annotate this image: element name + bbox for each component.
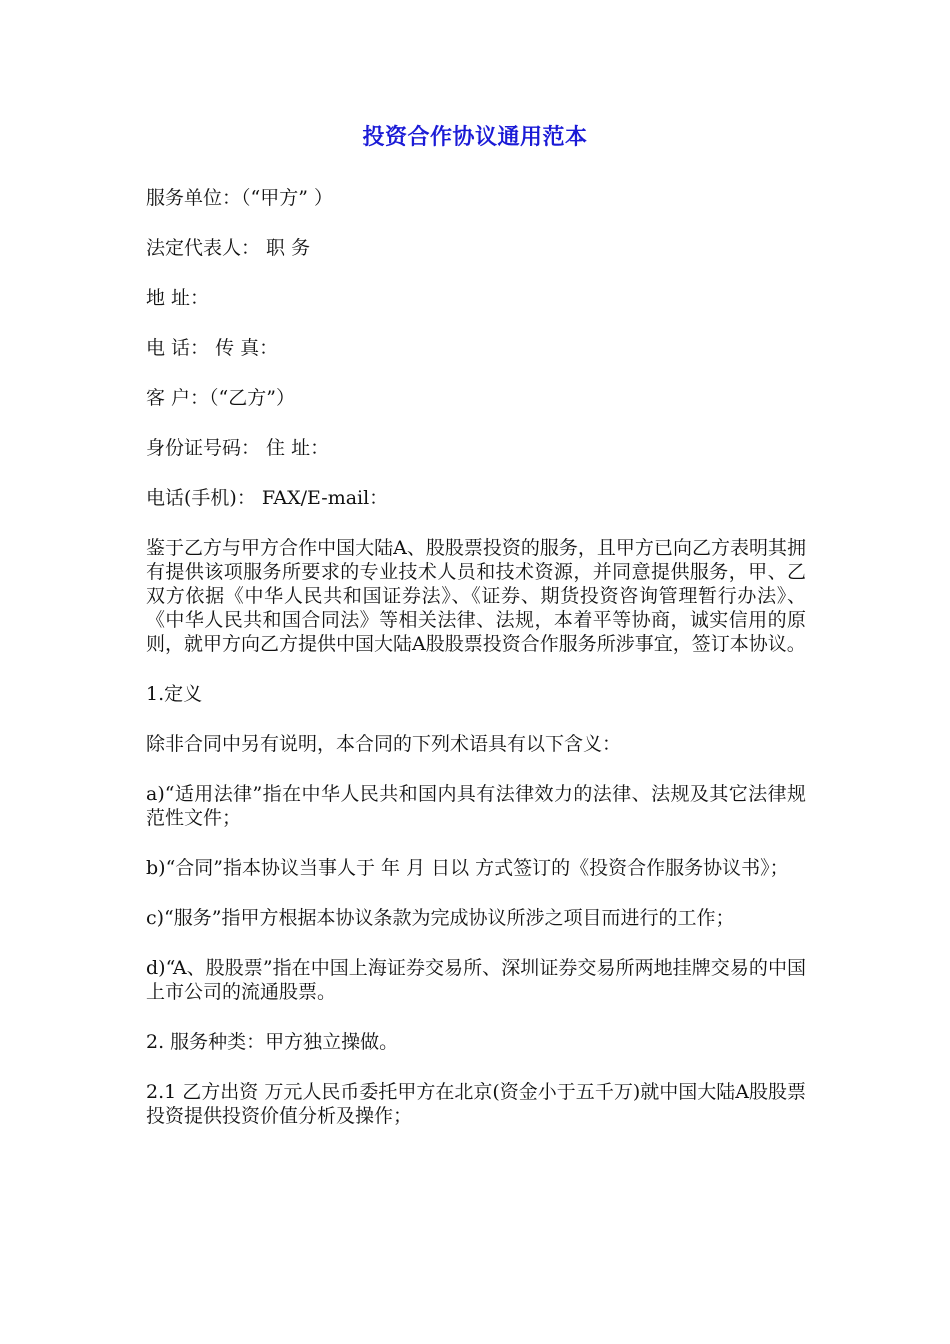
- definition-d: d)“A、股股票”指在中国上海证券交易所、深圳证券交易所两地挂牌交易的中国上市公司的流通股票。: [146, 957, 806, 1003]
- preamble-paragraph: 鉴于乙方与甲方合作中国大陆A、股股票投资的服务，且甲方已向乙方表明其拥有提供该项服务所要求的专业技术人员和技术资源，并同意提供服务，甲、乙双方依据《中华人民共和国证券法》、《证券、期货投资咨询管理暂行办法》、《中华人民共和国合同法》等相关法律、法规，本着平等协商，诚实信用的原则，就甲方向乙方提供中国大陆A股股票投资合作服务所涉事宜，签订本协议。: [146, 537, 806, 655]
- party-a-address: 地 址：: [146, 287, 210, 309]
- document-title: 投资合作协议通用范本: [362, 125, 588, 150]
- party-b-phone-fax-email: 电话(手机)： FAX/E-mail：: [146, 487, 389, 509]
- section-1-heading: 1.定义: [146, 683, 203, 705]
- party-b-client: 客 户：（“乙方”）: [146, 387, 295, 409]
- legal-representative: 法定代表人： 职 务: [146, 237, 311, 259]
- section-2-heading: 2. 服务种类：甲方独立操做。: [146, 1031, 399, 1053]
- definition-c: c)“服务”指甲方根据本协议条款为完成协议所涉之项目而进行的工作；: [146, 907, 735, 929]
- party-b-id-address: 身份证号码： 住 址：: [146, 437, 330, 459]
- definitions-intro: 除非合同中另有说明，本合同的下列术语具有以下含义：: [146, 733, 622, 755]
- definition-b: b)“合同”指本协议当事人于 年 月 日以 方式签订的《投资合作服务协议书》；: [146, 857, 789, 879]
- document-body: [146, 186, 806, 1154]
- definition-a: a)“适用法律”指在中华人民共和国内具有法律效力的法律、法规及其它法律规范性文件；: [146, 783, 806, 829]
- party-a-phone-fax: 电 话： 传 真：: [146, 337, 279, 359]
- clause-2-1: 2.1 乙方出资 万元人民币委托甲方在北京(资金小于五千万)就中国大陆A股股票投资提供投资价值分析及操作；: [146, 1081, 806, 1127]
- party-a-unit: 服务单位：（“甲方” ）: [146, 187, 333, 209]
